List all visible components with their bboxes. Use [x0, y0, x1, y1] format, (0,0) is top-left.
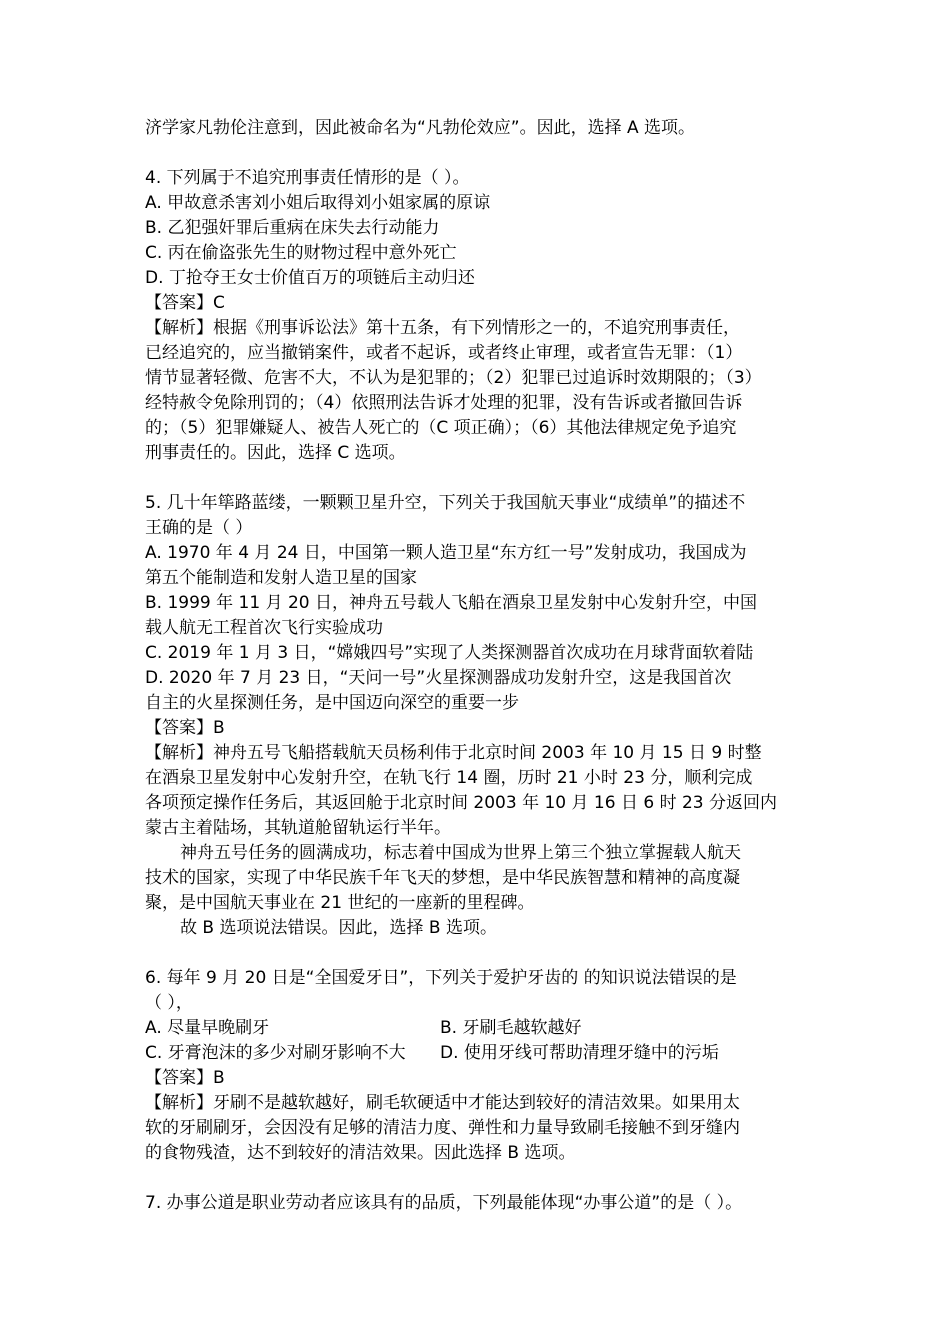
- q4-analysis-line: 已经追究的，应当撤销案件，或者不起诉，或者终止审理，或者宣告无罪：（1）: [145, 343, 743, 363]
- q6-analysis-line: 软的牙刷刷牙，会因没有足够的清洁力度、弹性和力量导致刷毛接触不到牙缝内: [145, 1118, 740, 1138]
- q6-option-b: B. 牙刷毛越软越好: [440, 1018, 582, 1038]
- q6-answer: 【答案】B: [145, 1068, 225, 1088]
- q6-analysis-line: 的食物残渣，达不到较好的清洁效果。因此选择 B 选项。: [145, 1143, 576, 1163]
- q4-analysis-line: 【解析】根据《刑事诉讼法》第十五条，有下列情形之一的，不追究刑事责任，: [145, 318, 740, 338]
- q5-option-a: A. 1970 年 4 月 24 日，中国第一颗人造卫星“东方红一号”发射成功，我国成为: [145, 543, 747, 563]
- q5-analysis-line: 各项预定操作任务后，其返回舱于北京时间 2003 年 10 月 16 日 6 时 23 分返回内: [145, 793, 778, 813]
- q5-analysis-line: 【解析】神舟五号飞船搭载航天员杨利伟于北京时间 2003 年 10 月 15 日 9 时整: [145, 743, 762, 763]
- q6-stem-line: （ ），: [145, 993, 193, 1013]
- q4-analysis-line: 刑事责任的。因此，选择 C 选项。: [145, 443, 406, 463]
- q5-option-b: B. 1999 年 11 月 20 日，神舟五号载人飞船在酒泉卫星发射中心发射升空，中国: [145, 593, 758, 613]
- q4-option-d: D. 丁抢夺王女士价值百万的项链后主动归还: [145, 268, 475, 288]
- q4-stem: 4. 下列属于不追究刑事责任情形的是（ ）。: [145, 168, 470, 188]
- q6-option-c: C. 牙膏泡沫的多少对刷牙影响不大: [145, 1043, 406, 1063]
- q6-option-d: D. 使用牙线可帮助清理牙缝中的污垢: [440, 1043, 719, 1063]
- q7-stem: 7. 办事公道是职业劳动者应该具有的品质，下列最能体现“办事公道”的是（ ）。: [145, 1193, 743, 1213]
- q5-stem-line: 王确的是（ ）: [145, 518, 253, 538]
- q4-analysis-line: 情节显著轻微、危害不大，不认为是犯罪的；（2）犯罪已过追诉时效期限的；（3）: [145, 368, 762, 388]
- q5-analysis2-line: 神舟五号任务的圆满成功，标志着中国成为世界上第三个独立掌握载人航天: [180, 843, 741, 863]
- q5-analysis2-line: 技术的国家，实现了中华民族千年飞天的梦想，是中华民族智慧和精神的高度凝: [145, 868, 740, 888]
- q5-analysis-line: 在酒泉卫星发射中心发射升空，在轨飞行 14 圈，历时 21 小时 23 分，顺利完成: [145, 768, 753, 788]
- q4-analysis-line: 经特赦令免除刑罚的；（4）依照刑法告诉才处理的犯罪，没有告诉或者撤回告诉: [145, 393, 743, 413]
- q5-option-d-cont: 自主的火星探测任务，是中国迈向深空的重要一步: [145, 693, 519, 713]
- q6-analysis-line: 【解析】牙刷不是越软越好，刷毛软硬适中才能达到较好的清洁效果。如果用太: [145, 1093, 740, 1113]
- q6-option-a: A. 尽量早晚刷牙: [145, 1018, 270, 1038]
- intro-paragraph: 济学家凡勃伦注意到，因此被命名为“凡勃伦效应”。因此，选择 A 选项。: [145, 118, 696, 138]
- q5-option-b-cont: 载人航无工程首次飞行实验成功: [145, 618, 383, 638]
- q4-option-b: B. 乙犯强奸罪后重病在床失去行动能力: [145, 218, 440, 238]
- q5-answer: 【答案】B: [145, 718, 225, 738]
- q5-option-a-cont: 第五个能制造和发射人造卫星的国家: [145, 568, 417, 588]
- q5-option-c: C. 2019 年 1 月 3 日，“嫦娥四号”实现了人类探测器首次成功在月球背面软着陆: [145, 643, 754, 663]
- q5-analysis2-line: 聚，是中国航天事业在 21 世纪的一座新的里程碑。: [145, 893, 535, 913]
- q5-analysis-line: 蒙古主着陆场，其轨道舱留轨运行半年。: [145, 818, 451, 838]
- q5-option-d: D. 2020 年 7 月 23 日，“天问一号”火星探测器成功发射升空，这是我国首次: [145, 668, 732, 688]
- q4-answer: 【答案】C: [145, 293, 225, 313]
- q5-conclusion: 故 B 选项说法错误。因此，选择 B 选项。: [180, 918, 497, 938]
- q4-option-a: A. 甲故意杀害刘小姐后取得刘小姐家属的原谅: [145, 193, 491, 213]
- q4-analysis-line: 的；（5）犯罪嫌疑人、被告人死亡的（C 项正确）；（6）其他法律规定免予追究: [145, 418, 737, 438]
- q4-option-c: C. 丙在偷盗张先生的财物过程中意外死亡: [145, 243, 457, 263]
- q5-stem-line: 5. 几十年筚路蓝缕，一颗颗卫星升空，下列关于我国航天事业“成绩单”的描述不: [145, 493, 746, 513]
- q6-stem-line: 6. 每年 9 月 20 日是“全国爱牙日”，下列关于爱护牙齿的 的知识说法错误的是: [145, 968, 737, 988]
